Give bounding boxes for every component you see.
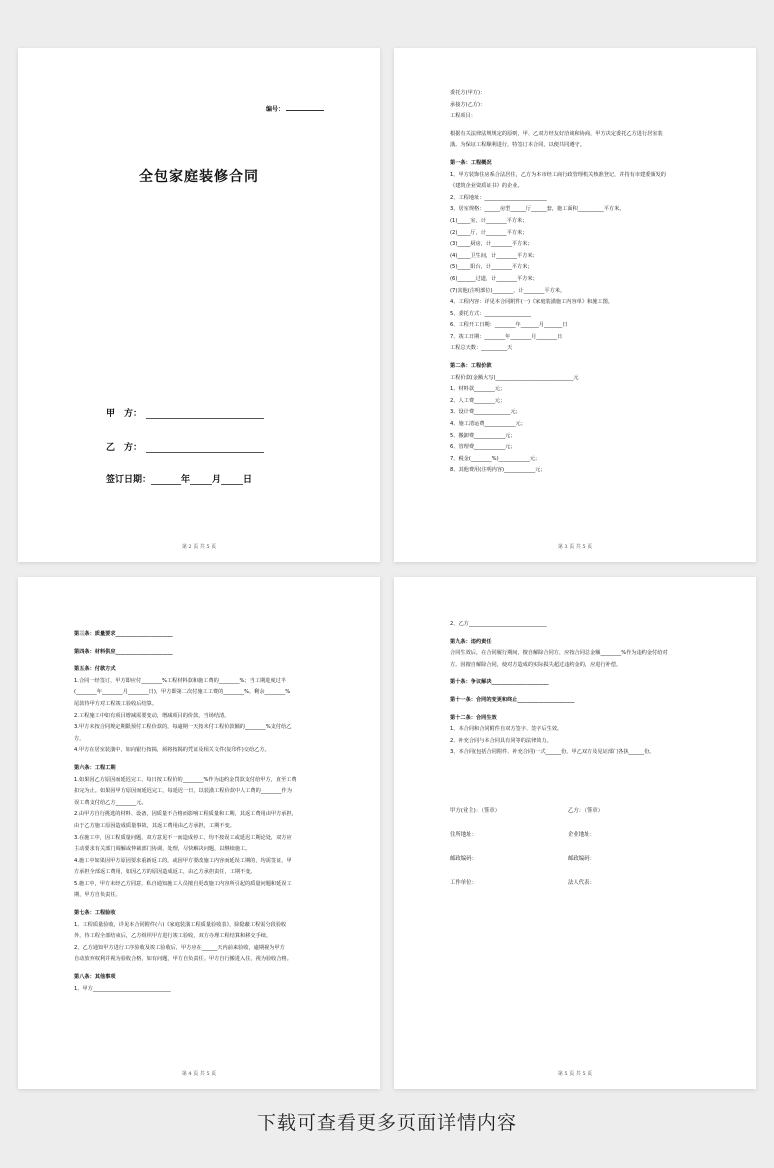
text-line: 2、乙方通知甲方进行工序验收及竣工验收后，甲方应在______天内前来验收，逾期视为甲方 <box>74 944 285 951</box>
signature-field-label: 甲方(业主)：（签章） <box>450 808 501 814</box>
text-line: 4、工程内容：详见本合同附件(一)《家庭装潢施工内容单》和施工图。 <box>450 299 613 306</box>
text-line: 1、工程质量验收，详见本合同附件(六)《家庭装潢工程质量验收表》，除隐蔽工程需分段验收 <box>74 921 287 928</box>
signature-row <box>450 871 686 895</box>
contract-page-4 <box>18 577 380 1089</box>
download-caption: 下载可查看更多页面详情内容 <box>256 1112 517 1134</box>
text-line: 第二条：工程价款 <box>450 363 492 370</box>
text-line: 5.施工中，甲方未经乙方同意，私自通知施工人员擅自更改施工内容所引起的质量问题和延误工 <box>74 880 292 887</box>
text-line: 第五条：付款方式 <box>74 666 116 673</box>
signature-field-label: 工作单位： <box>450 880 477 886</box>
page-footer: 第 5 页 共 5 页 <box>557 1071 593 1077</box>
text-line: 1、甲方______________________________ <box>74 985 171 992</box>
signature-field-label: 法人代表： <box>568 880 595 886</box>
text-line: (4)_____卫生间，计________平方米； <box>450 252 538 259</box>
text-line: 2、人工费________元； <box>450 397 506 404</box>
text-line: 6、工程开工日期：________年_______月_______日 <box>450 322 568 329</box>
text-line: 8、其他费用(注明内容)____________元； <box>450 467 546 474</box>
text-line: 合同生效后，在合同履行期间，擅自解除合同方，应按合同总金额________%作为违约金付给对 <box>450 650 668 657</box>
text-line: 工程项目： <box>450 113 476 120</box>
text-line: 5、搬卸费____________元； <box>450 432 516 439</box>
signature-row <box>450 799 686 823</box>
text-line: 3、居室规格：______房型______厅______套，施工面积__________平方米。 <box>450 206 625 213</box>
signature-field-label: 乙方：（签章） <box>568 808 604 814</box>
text-line: 第四条：材料供应______________________ <box>74 648 173 655</box>
text-line: 1、本合同和合同附件自双方签字、签字后生效。 <box>450 726 563 733</box>
text-line: 第一条：工程概况 <box>450 159 492 166</box>
sign-date-field: 签订日期： 年 月 日 <box>106 475 253 485</box>
document-title: 全包家庭装修合同 <box>139 169 259 185</box>
page-4-text <box>74 629 330 995</box>
text-line: 第九条：违约责任 <box>450 638 492 645</box>
text-line: 潢。为保证工程顺利进行，特签订本合同，以便共同遵守。 <box>450 142 585 149</box>
text-line: 第八条：其他事项 <box>74 974 116 981</box>
text-line: 方。因擅自解除合同，使对方造成的实际损失超过违约金的，应进行补偿。 <box>450 661 622 668</box>
text-line: 1、甲方装饰住房系合法居住，乙方为本市经工商行政管理机关核准登记，并持有市建委颁发的 <box>450 171 666 178</box>
signature-field-label: 邮政编码： <box>450 856 477 862</box>
text-line: 根据有关法律法规规定的原则，甲、乙双方经友好洽谈和协商，甲方决定委托乙方进行居室装 <box>450 130 663 137</box>
text-line: 第六条：工程工期 <box>74 764 116 771</box>
page-footer: 第 3 页 共 5 页 <box>557 544 593 550</box>
text-line: 2、补充合同与本合同具有同等的法律效力。 <box>450 737 552 744</box>
contract-page-5 <box>394 577 756 1089</box>
text-line: (2)_____厅，计________平方米； <box>450 229 528 236</box>
text-line: 2、乙方______________________________ <box>450 621 547 627</box>
text-line: 方承担全部返工费用，如因乙方的原因造成返工，由乙方承担责任，工期不变。 <box>74 869 256 876</box>
text-line: (6)_______过道，计________平方米； <box>450 275 538 282</box>
text-line: 1、材料款________元； <box>450 386 506 393</box>
party-a-field: 甲 方： <box>106 406 264 419</box>
page-5-text <box>450 619 706 759</box>
text-line: 工程总天数：__________天 <box>450 345 513 352</box>
text-line: 6、管理费____________元； <box>450 444 516 451</box>
text-line: 7、竣工日期：________年________月________日 <box>450 333 563 340</box>
page-3-text <box>450 88 706 477</box>
text-line: 第十二条：合同生效 <box>450 714 497 721</box>
signature-row <box>450 847 686 871</box>
text-line: 期，甲方自负责任。 <box>74 892 121 899</box>
text-line: (3)_____厨房，计________平方米； <box>450 241 533 248</box>
text-line: (7)其他(注明部位)________，计________平方米。 <box>450 287 566 294</box>
text-line: 2.工程施工中如有项目增减需要变动，增减项目的价款，当场结清。 <box>74 712 230 719</box>
text-line: 第十条：争议解决______________________ <box>450 679 549 686</box>
text-line: 3.甲方未按合同规定期限预付工程价款的，每逾期一天按未付工程价款额的________%支付给乙 <box>74 724 292 731</box>
text-line: 第七条：工程验收 <box>74 910 116 917</box>
text-line: 外，待工程全部结束后，乙方组织甲方进行竣工验收，双方办理工程结算和移交手续。 <box>74 933 272 940</box>
contract-page-3 <box>394 48 756 562</box>
text-line: 扣完为止。如果因甲方原因而延迟完工，每延迟一日，以装潢工程价款中人工费的________作为 <box>74 788 292 795</box>
text-line: 3、设计费______________元； <box>450 409 521 416</box>
cover-page <box>18 48 380 562</box>
text-line: (________年________月________日)，甲方即第二次付施工工费的________%。剩余________% <box>74 689 291 696</box>
party-b-field: 乙 方： <box>106 440 264 453</box>
text-line: 第十一条：合同的变更和终止______________________ <box>450 696 575 703</box>
text-line: 3、本合同(包括合同附件、补充合同)一式______份，甲乙双方及见证部门各执______份。 <box>450 749 655 756</box>
text-line: 2.由甲方自行挑选的材料、设备，因质量不合格而影响工程质量和工期，其返工费用由甲方承担， <box>74 811 297 818</box>
contract-number: 编号： <box>266 104 324 113</box>
page-footer: 第 2 页 共 5 页 <box>181 544 217 550</box>
signature-block <box>450 799 686 895</box>
text-line: 方。 <box>74 735 85 742</box>
text-line: (1)_____室，计________平方米； <box>450 217 528 224</box>
signature-field-label: 企业地址： <box>568 832 595 838</box>
text-line: 5、委托方式：__________________ <box>450 310 532 317</box>
signature-field-label: 住所地址： <box>450 832 477 838</box>
text-line: 2、工程地址：________________________ <box>450 194 547 201</box>
text-line: 自动放弃权利并视为验收合格，如有问题，甲方自负责任。甲方自行搬进入住，视为验收合格。 <box>74 956 292 963</box>
text-line: 第三条：质量要求______________________ <box>74 631 173 637</box>
text-line: 误工费支付给乙方________元。 <box>74 799 147 806</box>
signature-field-label: 邮政编码： <box>568 856 595 862</box>
text-line: (5)_____阳台，计________平方米； <box>450 264 533 271</box>
text-line: 由于乙方施工原因造成质量事故，其返工费用由乙方承担，工期不变。 <box>74 822 235 829</box>
text-line: 7、税金(________%)____________元； <box>450 455 541 462</box>
text-line: 主动要求有关部门调解或仲裁部门协调、处理，尽快解决问题，以继续施工。 <box>74 846 251 853</box>
signature-row <box>450 823 686 847</box>
text-line: 尾款待甲方对工程竣工验收后结算。 <box>74 700 158 707</box>
page-footer: 第 4 页 共 5 页 <box>181 1071 217 1077</box>
text-line: 委托方(甲方)： <box>450 90 486 96</box>
text-line: 工程价款(金额大写)______________________________元 <box>450 374 579 381</box>
text-line: 3.在施工中，因工程质量问题，双方意见不一而造成停工，均不按误工或延迟工期论处，双方应 <box>74 834 292 841</box>
text-line: 4.施工中如果因甲方原因要求重新返工的，或因甲方要改施工内容而延误工期的，均需签证，甲 <box>74 857 292 864</box>
text-line: 4、施工清运费____________元； <box>450 421 526 428</box>
text-line: 《建筑企业资质证书》的企业。 <box>450 183 523 190</box>
text-line: 4.甲方在居室装潢中，如向银行按揭，须将按揭的凭证及相关文件(复印件)交给乙方。 <box>74 747 270 754</box>
text-line: 1.合同一经签订，甲方即应付________%工程材料款和施工费的________%；当工期进度过半 <box>74 677 286 684</box>
text-line: 承接方(乙方)： <box>450 101 486 108</box>
text-line: 1.如果因乙方原因而延迟完工，每日按工程价的________%作为违约金罚款支付给甲方，直至工费 <box>74 776 297 783</box>
